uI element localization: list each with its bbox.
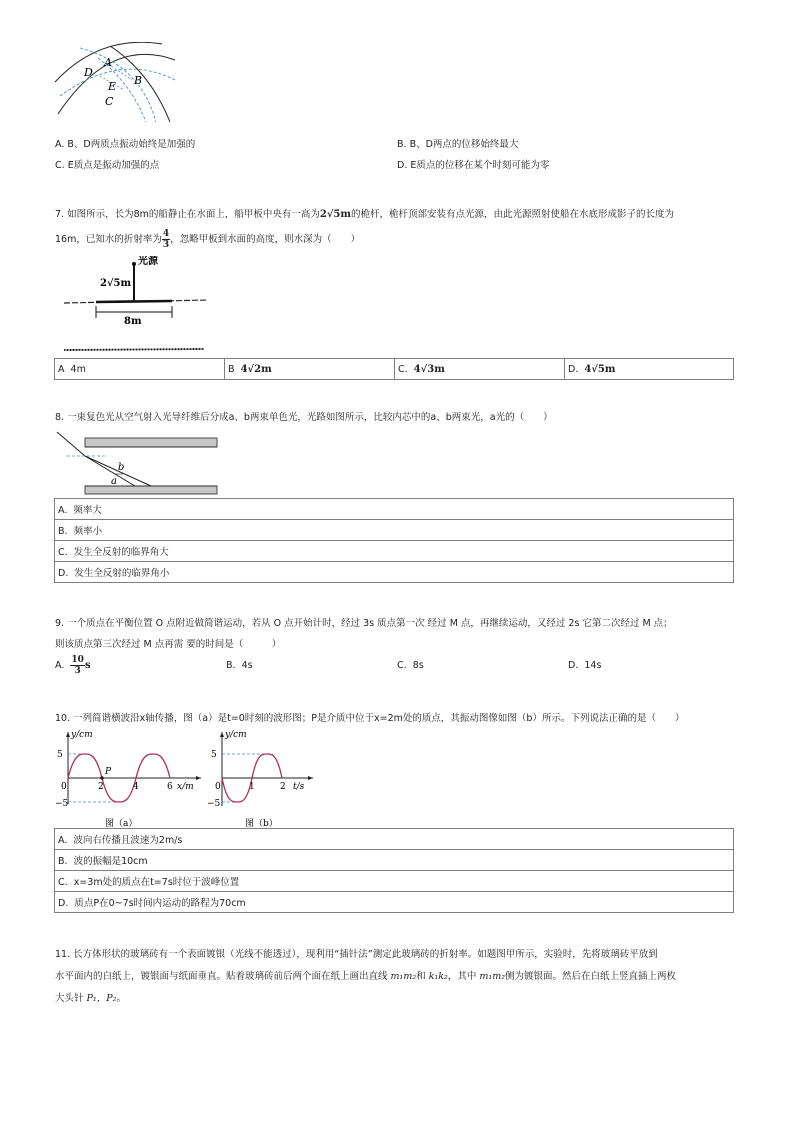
q9-option-a: A. $\frac{10}{3}$ s	[55, 655, 91, 676]
q7-option-b[interactable]: B 4√2m	[225, 359, 395, 380]
fiber-figure	[55, 430, 220, 498]
q9-stem-line2: 则该质点第三次经过 M 点再需 要的时间是（ ）	[55, 639, 282, 650]
xtick-6: 6	[167, 782, 173, 792]
caption-a: 图（a）	[105, 819, 138, 829]
q10-option-c[interactable]: C. x=3m处的质点在t=7s时位于波峰位置	[55, 871, 734, 892]
q7-math-height: 2√5m	[319, 209, 351, 220]
q8-options-table	[54, 498, 734, 583]
axis-xlabel: t/s	[293, 782, 305, 792]
xtick-4: 4	[133, 782, 139, 792]
label-C: C	[105, 95, 114, 108]
ytick-5: 5	[57, 750, 63, 760]
interference-figure	[50, 42, 185, 124]
xtick-2: 2	[280, 782, 286, 792]
q6-option-c: C. E质点是振动加强的点	[55, 160, 160, 171]
q8-stem: 8. 一束复色光从空气射入光导纤维后分成a、b两束单色光，光路如图所示，比较内芯中的a、b两束光，a光的（ ）	[55, 412, 553, 423]
ytick-5: 5	[211, 750, 217, 760]
ytick-neg5: −5	[55, 799, 69, 809]
q6-option-a: A. B、D两质点振动始终是加强的	[55, 139, 196, 150]
label-A: A	[104, 56, 112, 69]
q9-option-b: B. 4s	[226, 660, 253, 671]
light-label: 光源	[138, 256, 158, 267]
ray-b-label: b	[118, 462, 125, 473]
q10-option-b[interactable]: B. 波的振幅是10cm	[55, 850, 734, 871]
q8-option-a[interactable]: A. 频率大	[55, 499, 734, 520]
length-label: 8m	[124, 316, 142, 327]
q11-stem-line1: 11. 长方体形状的玻璃砖有一个表面镀银（光线不能透过），现利用“插针法”测定此玻璃砖的折射率。如题图甲所示，实验时，先将玻璃砖平放到	[55, 949, 658, 960]
label-B: B	[134, 74, 143, 87]
q11-stem-line2: 水平面内的白纸上，镀银面与纸面垂直。贴着玻璃砖前后两个面在纸上画出直线 m₁m₂和 k₁k₂，其中 m₁m₂侧为镀银面。然后在白纸上竖直插上两枚	[55, 971, 677, 982]
axis-xlabel: x/m	[177, 782, 194, 792]
label-E: E	[108, 80, 117, 93]
q7-option-d[interactable]: D. 4√5m	[565, 359, 734, 380]
wave-graph-a	[55, 728, 205, 830]
q8-option-c[interactable]: C. 发生全反射的临界角大	[55, 541, 734, 562]
label-D: D	[84, 66, 93, 79]
ytick-neg5: −5	[207, 799, 221, 809]
q11-stem-line3: 大头针 P₁，P₂。	[55, 993, 126, 1004]
mast-label: 2√5m	[100, 278, 132, 289]
axis-ylabel: y/cm	[225, 730, 247, 740]
q8-option-d[interactable]: D. 发生全反射的临界角小	[55, 562, 734, 583]
q9-stem-line1: 9. 一个质点在平衡位置 O 点附近做简谐运动，若从 O 点开始计时，经过 3s 质点第一次 经过 M 点，再继续运动，又经过 2s 它第二次经过 M 点；	[55, 618, 673, 629]
axis-ylabel: y/cm	[71, 730, 93, 740]
xtick-2: 2	[98, 782, 104, 792]
q9-option-c: C. 8s	[397, 660, 424, 671]
q10-options-table	[54, 828, 734, 913]
ytick-0: 0	[215, 782, 221, 792]
q8-option-b[interactable]: B. 频率小	[55, 520, 734, 541]
point-P-label: P	[105, 767, 112, 777]
boat-figure	[60, 256, 212, 354]
q7-refractive-fraction: $\frac{4}{3}$	[162, 229, 170, 250]
caption-b: 图（b）	[245, 819, 278, 829]
q7-option-a[interactable]: A 4m	[55, 359, 225, 380]
vibration-graph-b	[205, 728, 317, 830]
q7-option-c[interactable]: C. 4√3m	[395, 359, 565, 380]
q6-option-d: D. E质点的位移在某个时刻可能为零	[397, 160, 550, 171]
q10-option-a[interactable]: A. 波向右传播且波速为2m/s	[55, 829, 734, 850]
q7-stem-line1: 7. 如图所示，长为8m的船静止在水面上，船甲板中央有一高为2√5m的桅杆，桅杆顶部安装有点光源，由此光源照射使船在水底形成影子的长度为	[55, 209, 674, 220]
q6-option-b: B. B、D两点的位移始终最大	[397, 139, 519, 150]
xtick-1: 1	[249, 782, 255, 792]
q7-options-table	[54, 358, 734, 380]
q10-option-d[interactable]: D. 质点P在0~7s时间内运动的路程为70cm	[55, 892, 734, 913]
q7-stem-line2: 16m，已知水的折射率为 $\frac{4}{3}$ ，忽略甲板到水面的高度，则水深为（ ）	[55, 229, 361, 250]
ytick-0: 0	[61, 782, 67, 792]
ray-a-label: a	[111, 476, 117, 487]
q10-stem: 10. 一列简谐横波沿x轴传播，图（a）是t=0时刻的波形图；P是介质中位于x=2m处的质点，其振动图像如图（b）所示。下列说法正确的是（ ）	[55, 713, 685, 724]
q9-option-d: D. 14s	[568, 660, 602, 671]
